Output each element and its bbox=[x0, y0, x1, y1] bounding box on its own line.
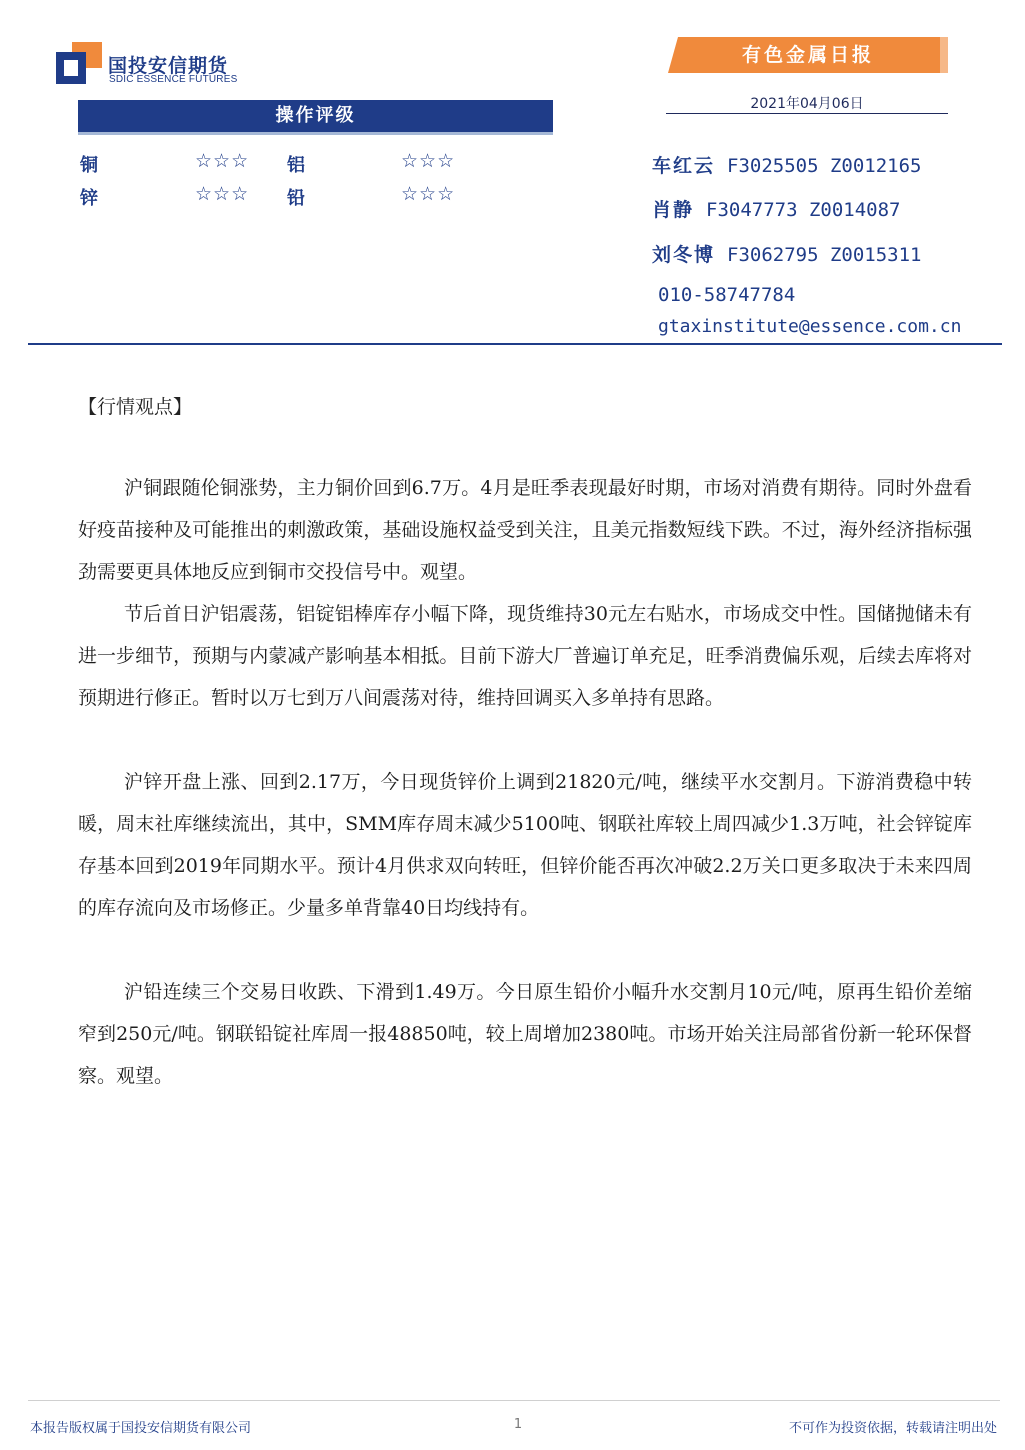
rating-metal-copper: 铜 bbox=[80, 155, 98, 176]
footer-disclaimer: 不可作为投资依据，转载请注明出处 bbox=[788, 1421, 997, 1436]
rating-header-bar bbox=[78, 100, 553, 135]
paragraph-lead: 沪铅连续三个交易日收跌、下滑到1.49万。今日原生铅价小幅升水交割月10元/吨，原再生铅价差缩窄到250元/吨。钢联铅锭社库周一报48850吨，较上周增加2380吨。市场开始关注局部省份新一轮环保督察。观望。 bbox=[78, 981, 972, 1087]
header-divider bbox=[28, 343, 1002, 345]
rating-metal-zinc: 锌 bbox=[80, 188, 98, 209]
analyst-license-ids: F3025505 Z0012165 bbox=[727, 155, 922, 177]
rating-stars-aluminum: ☆☆☆ bbox=[401, 150, 456, 172]
analyst-entry bbox=[652, 151, 921, 178]
footer-copyright: 本报告版权属于国投安信期货有限公司 bbox=[30, 1421, 252, 1436]
rating-stars-lead: ☆☆☆ bbox=[401, 183, 456, 205]
paragraph-copper: 沪铜跟随伦铜涨势，主力铜价回到6.7万。4月是旺季表现最好时期，市场对消费有期待。同时外盘看好疫苗接种及可能推出的刺激政策，基础设施权益受到关注，且美元指数短线下跌。不过，海外经济指标强劲需要更具体地反应到铜市交投信号中。观望。 bbox=[78, 477, 972, 583]
page-number: 1 bbox=[513, 1417, 523, 1432]
contact-email[interactable]: gtaxinstitute@essence.com.cn bbox=[658, 316, 962, 337]
logo-chinese-name: 国投安信期货 bbox=[108, 55, 229, 77]
date-underline bbox=[666, 113, 948, 114]
section-title: 【行情观点】 bbox=[78, 396, 193, 418]
rating-stars-copper: ☆☆☆ bbox=[195, 150, 250, 172]
paragraph-zinc: 沪锌开盘上涨、回到2.17万，今日现货锌价上调到21820元/吨，继续平水交割月。下游消费稳中转暖，周末社库继续流出，其中，SMM库存周末减少5100吨、钢联社库较上周四减少1.3万吨，社会锌锭库存基本回到2019年同期水平。预计4月供求双向转旺，但锌价能否再次冲破2.2万关口更多取决于未来四周的库存流向及市场修正。少量多单背靠40日均线持有。 bbox=[78, 771, 972, 919]
footer-divider bbox=[28, 1400, 1000, 1401]
rating-title: 操作评级 bbox=[275, 105, 356, 126]
analyst-license-ids: F3047773 Z0014087 bbox=[706, 199, 901, 221]
contact-phone: 010-58747784 bbox=[658, 284, 796, 306]
logo-mark-icon bbox=[56, 42, 102, 84]
rating-stars-zinc: ☆☆☆ bbox=[195, 183, 250, 205]
rating-metal-aluminum: 铝 bbox=[287, 155, 305, 176]
report-type-banner bbox=[668, 37, 948, 73]
paragraph-aluminum: 节后首日沪铝震荡，铝锭铝棒库存小幅下降，现货维持30元左右贴水，市场成交中性。国储抛储未有进一步细节，预期与内蒙减产影响基本相抵。目前下游大厂普遍订单充足，旺季消费偏乐观，后续去库将对预期进行修正。暂时以万七到万八间震荡对待，维持回调买入多单持有思路。 bbox=[78, 603, 972, 709]
report-type-label: 有色金属日报 bbox=[741, 44, 874, 66]
analyst-name: 肖静 bbox=[652, 199, 695, 221]
logo-english-name: SDIC ESSENCE FUTURES bbox=[109, 74, 238, 85]
analyst-name: 刘冬博 bbox=[652, 244, 716, 266]
analyst-name: 车红云 bbox=[652, 155, 716, 177]
company-logo bbox=[56, 42, 256, 88]
analyst-license-ids: F3062795 Z0015311 bbox=[727, 244, 922, 266]
analyst-entry bbox=[652, 195, 900, 222]
analyst-entry bbox=[652, 240, 921, 267]
rating-metal-lead: 铅 bbox=[287, 188, 305, 209]
report-date: 2021年04月06日 bbox=[750, 96, 864, 112]
